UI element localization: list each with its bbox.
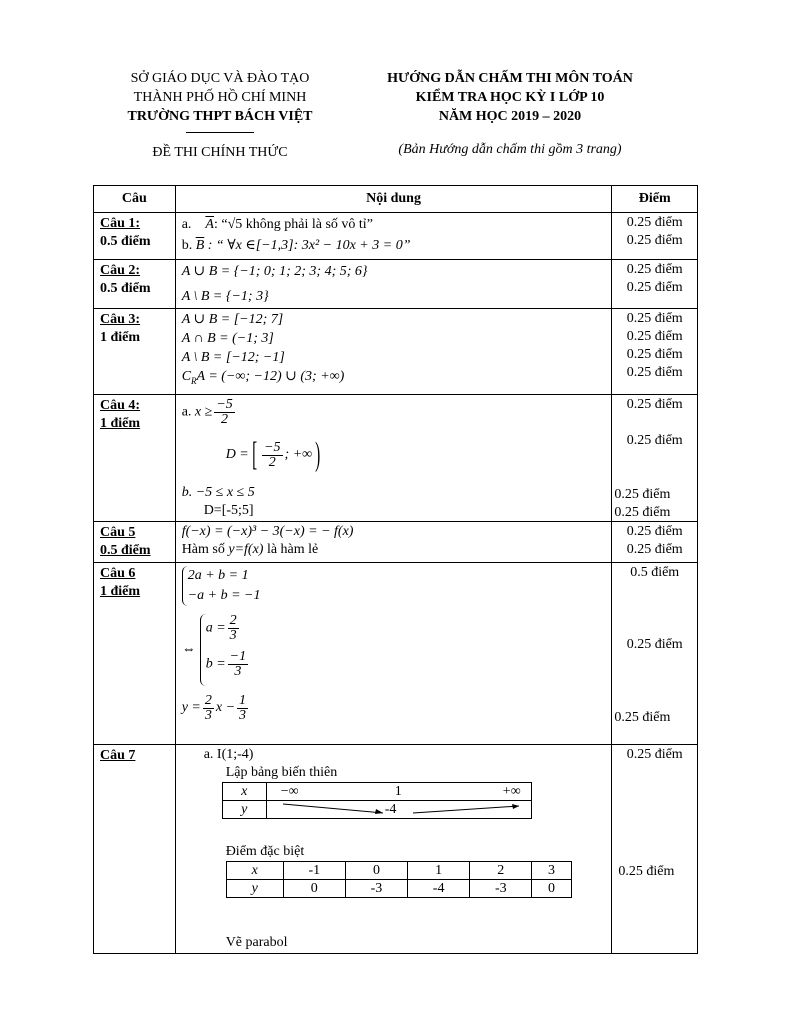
math-line: b. −5 ≤ x ≤ 5: [181, 485, 255, 500]
set-a-complement: $\overline{A}$: [205, 217, 214, 232]
points-value: 0.5 điểm: [630, 565, 680, 580]
question-cell: [94, 309, 176, 395]
math-line: A \ B = {−1; 3}: [181, 289, 269, 304]
points-table: [226, 861, 572, 898]
school-name: TRƯỜNG THPT BÁCH VIỆT: [127, 109, 313, 124]
bbt-y-label: y: [222, 801, 266, 819]
math-text: x ≥: [194, 404, 213, 420]
table-header-row: [94, 186, 698, 213]
department-name: SỞ GIÁO DỤC VÀ ĐÀO TẠO: [130, 71, 310, 86]
pts-y-cell: -3: [345, 880, 407, 898]
table-row: [94, 309, 698, 395]
question-label: Câu 3:: [100, 312, 141, 327]
text-line: Vẽ parabol: [225, 935, 288, 950]
points-cell: [612, 395, 698, 522]
pts-y-cell: -4: [408, 880, 470, 898]
fraction: $\frac{-5}{2}$: [216, 397, 233, 427]
points-value: 0.25 điểm: [626, 329, 683, 344]
math-text: : “ ∀x ∈[−1,3]: 3x² − 10x + 3 = 0”: [204, 238, 411, 253]
city-name: THÀNH PHỐ HỒ CHÍ MINH: [133, 90, 307, 105]
question-cell: [94, 213, 176, 260]
question-label: Câu 5: [100, 525, 136, 540]
table-row: [94, 563, 698, 745]
col-question-header: Câu: [94, 186, 176, 213]
equivalence-symbol: ⇔: [181, 642, 196, 657]
math-line: A \ B = [−12; −1]: [181, 350, 285, 365]
table-row: [94, 522, 698, 563]
points-value: 0.25 điểm: [614, 487, 671, 502]
fraction: $\frac{2}{3}$: [229, 613, 237, 643]
question-score: 1 điểm: [100, 330, 141, 345]
pts-x-cell: -1: [283, 862, 345, 880]
points-value: 0.25 điểm: [626, 747, 683, 762]
points-cell: [612, 745, 698, 954]
math-text: không phải là số vô tỉ”: [242, 217, 373, 232]
math-line: f(−x) = (−x)³ − 3(−x) = − f(x): [181, 524, 354, 539]
header-right: [360, 69, 660, 159]
grading-table: [93, 185, 698, 954]
math-line: A ∪ B = {−1; 0; 1; 2; 3; 4; 5; 6}: [181, 264, 368, 279]
col-content-header: Nội dung: [175, 186, 612, 213]
text-line: Điểm đặc biệt: [225, 844, 305, 859]
item-label: a.: [181, 404, 192, 420]
school-year: NĂM HỌC 2019 – 2020: [438, 109, 582, 124]
text-line: Lập bảng biến thiên: [225, 765, 338, 780]
item-label: a.: [181, 217, 192, 232]
exam-name: KIỂM TRA HỌC KỲ I LỚP 10: [415, 90, 605, 105]
question-score: 0.5 điểm: [100, 234, 151, 249]
question-score: 1 điểm: [100, 584, 141, 599]
question-cell: [94, 563, 176, 745]
content-cell: [175, 309, 612, 395]
pts-x-cell: 1: [408, 862, 470, 880]
question-score: 0.5 điểm: [100, 281, 151, 296]
header-left: [100, 69, 340, 162]
points-value: 0.25 điểm: [626, 524, 683, 539]
official-label: ĐỀ THI CHÍNH THỨC: [152, 145, 288, 160]
points-value: 0.25 điểm: [626, 433, 683, 448]
question-score: 0.5 điểm: [100, 543, 151, 558]
item-label: b.: [181, 238, 193, 253]
table-row: [94, 745, 698, 954]
math-text: √5: [227, 217, 243, 232]
question-score: 1 điểm: [100, 416, 141, 431]
pts-x-label: x: [226, 862, 283, 880]
equation-system: 2a + b = 1 −a + b = −1: [182, 566, 261, 606]
question-cell: [94, 260, 176, 309]
points-value: 0.25 điểm: [618, 864, 675, 879]
table-row: [94, 213, 698, 260]
points-value: 0.25 điểm: [614, 505, 671, 520]
fraction: $\frac{-1}{3}$: [229, 649, 247, 679]
bbt-x-row: −∞ 1 +∞: [266, 783, 531, 801]
bbt-y-row: -4: [266, 801, 531, 819]
question-cell: [94, 745, 176, 954]
points-value: 0.25 điểm: [626, 347, 683, 362]
math-line: A ∪ B = [−12; 7]: [181, 312, 284, 327]
content-cell: a. x ≥ $\frac{-5}{2}$ D =[ $\frac{-5}{2}$ ; +∞) b. −5 ≤ x ≤ 5 D=[-5;5]: [175, 395, 612, 522]
fraction: $\frac{1}{3}$: [239, 692, 247, 723]
points-value: 0.25 điểm: [626, 542, 683, 557]
pts-y-cell: 0: [532, 880, 571, 898]
points-cell: [612, 213, 698, 260]
pts-x-cell: 2: [470, 862, 532, 880]
question-label: Câu 7: [100, 748, 136, 763]
content-cell: [175, 745, 612, 954]
points-cell: [612, 522, 698, 563]
question-cell: [94, 522, 176, 563]
table-row: [94, 395, 698, 522]
variation-arrows: [267, 801, 531, 818]
question-label: Câu 6: [100, 566, 136, 581]
points-value: 0.25 điểm: [626, 365, 683, 380]
points-value: 0.25 điểm: [626, 397, 683, 412]
fraction: $\frac{-5}{2}$: [264, 439, 281, 470]
table-row: [94, 260, 698, 309]
question-label: Câu 2:: [100, 263, 141, 278]
points-value: 0.25 điểm: [626, 215, 683, 230]
math-text: : “: [213, 217, 228, 232]
points-value: 0.25 điểm: [626, 280, 683, 295]
question-label: Câu 1:: [100, 216, 141, 231]
points-cell: [612, 260, 698, 309]
points-cell: [612, 563, 698, 745]
content-cell: [175, 522, 612, 563]
pts-y-cell: 0: [283, 880, 345, 898]
bbt-x-label: x: [222, 783, 266, 801]
pts-x-cell: 0: [345, 862, 407, 880]
content-cell: [175, 260, 612, 309]
divider: [186, 132, 254, 133]
content-cell: [175, 213, 612, 260]
doc-title: HƯỚNG DẪN CHẤM THI MÔN TOÁN: [387, 71, 633, 86]
math-line: $C_RA$ = (−∞; −12) ∪ (3; +∞): [181, 369, 345, 386]
math-line: D=[-5;5]: [203, 503, 254, 518]
text-line: a. I(1;-4): [203, 747, 254, 762]
equation-system: a = $\frac{2}{3}$ b = $\frac{-1}{3}$: [200, 614, 250, 686]
points-cell: [612, 309, 698, 395]
pts-x-cell: 3: [532, 862, 571, 880]
points-value: 0.25 điểm: [626, 233, 683, 248]
col-points-header: Điểm: [612, 186, 698, 213]
points-value: 0.25 điểm: [626, 311, 683, 326]
fraction: $\frac{2}{3}$: [204, 692, 212, 723]
question-cell: [94, 395, 176, 522]
points-value: 0.25 điểm: [626, 262, 683, 277]
set-b-complement: $\overline{B}$: [195, 238, 205, 253]
points-value: 0.25 điểm: [614, 710, 671, 725]
math-line: A ∩ B = (−1; 3]: [181, 331, 274, 346]
pts-y-cell: -3: [470, 880, 532, 898]
pages-note: (Bản Hướng dẫn chấm thi gồm 3 trang): [398, 142, 622, 157]
pts-y-label: y: [226, 880, 283, 898]
math-text: D =: [225, 447, 249, 463]
variation-table: [222, 782, 532, 819]
text-line: Hàm số y=f(x) là hàm lẻ: [181, 542, 319, 557]
content-cell: 2a + b = 1 −a + b = −1 ⇔ a = $\frac{2}{3}$ b = $\frac{-1}{3}$ y = $\frac{2}{3}$ x − $\frac{1}{3}$: [175, 563, 612, 745]
question-label: Câu 4:: [100, 398, 141, 413]
points-value: 0.25 điểm: [626, 637, 683, 652]
